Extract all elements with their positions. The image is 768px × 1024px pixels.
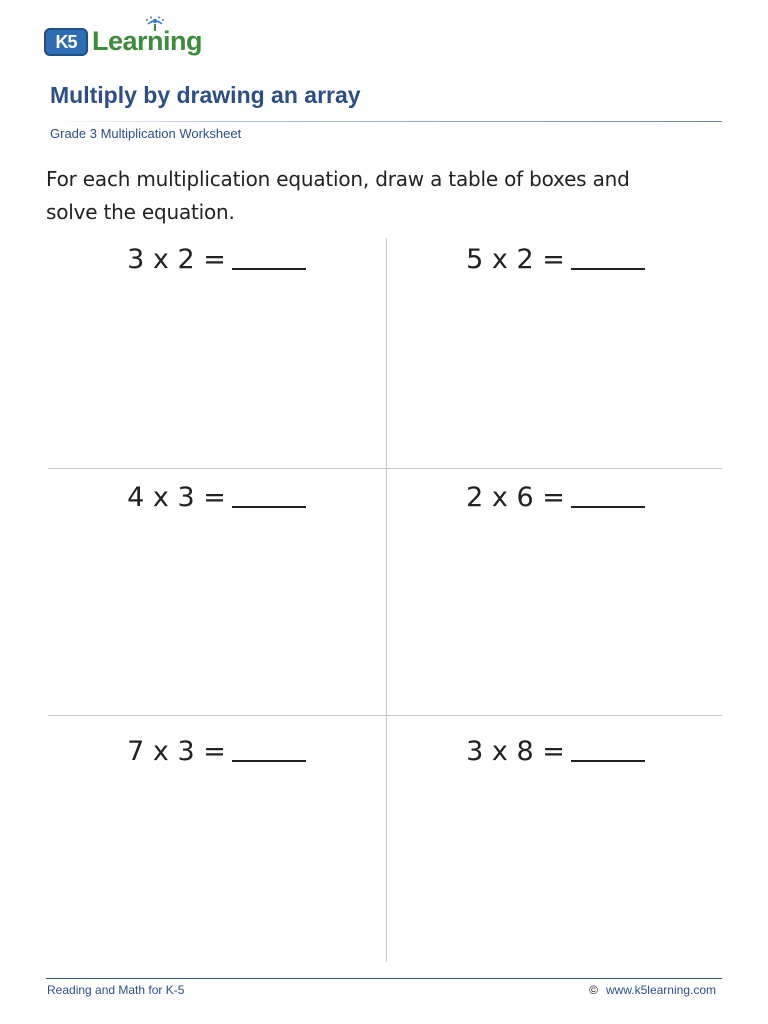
- answer-blank[interactable]: [571, 240, 645, 270]
- problem-equation: [48, 732, 385, 767]
- problem-cell[interactable]: [387, 476, 724, 706]
- problem-equation: [387, 240, 724, 275]
- logo-wordmark: Learning: [92, 26, 203, 56]
- page-title: Multiply by drawing an array: [50, 82, 361, 108]
- problem-cell[interactable]: [387, 238, 724, 468]
- problem-equation: [48, 478, 385, 513]
- answer-blank[interactable]: [232, 732, 306, 762]
- problem-cell[interactable]: [48, 238, 385, 468]
- problem-cell[interactable]: [387, 730, 724, 960]
- problem-cell[interactable]: [48, 730, 385, 960]
- problem-grid: [48, 238, 722, 962]
- footer-website[interactable]: [589, 983, 716, 997]
- k5-learning-logo: [44, 16, 204, 60]
- instructions-text: For each multiplication equation, draw a table of boxes and solve the equation.: [46, 167, 630, 224]
- grid-divider-horizontal: [48, 715, 722, 716]
- logo-badge: K5: [44, 28, 88, 56]
- website-link[interactable]: www.k5learning.com: [605, 983, 716, 997]
- problem-equation: [387, 732, 724, 767]
- problem-equation: [387, 478, 724, 513]
- answer-blank[interactable]: [571, 478, 645, 508]
- equation-text: 2 x 6 =: [466, 482, 565, 513]
- page-subtitle: Grade 3 Multiplication Worksheet: [50, 126, 242, 141]
- equation-text: 5 x 2 =: [466, 244, 565, 275]
- answer-blank[interactable]: [571, 732, 645, 762]
- answer-blank[interactable]: [232, 240, 306, 270]
- problem-equation: [48, 240, 385, 275]
- title-divider: [48, 121, 722, 122]
- copyright-icon: ©: [589, 983, 598, 997]
- equation-text: 3 x 2 =: [127, 244, 226, 275]
- problem-cell[interactable]: [48, 476, 385, 706]
- footer-tagline: Reading and Math for K-5: [47, 983, 185, 997]
- grid-divider-horizontal: [48, 468, 722, 469]
- footer-divider: [46, 978, 722, 979]
- equation-text: 7 x 3 =: [127, 736, 226, 767]
- equation-text: 4 x 3 =: [127, 482, 226, 513]
- answer-blank[interactable]: [232, 478, 306, 508]
- equation-text: 3 x 8 =: [466, 736, 565, 767]
